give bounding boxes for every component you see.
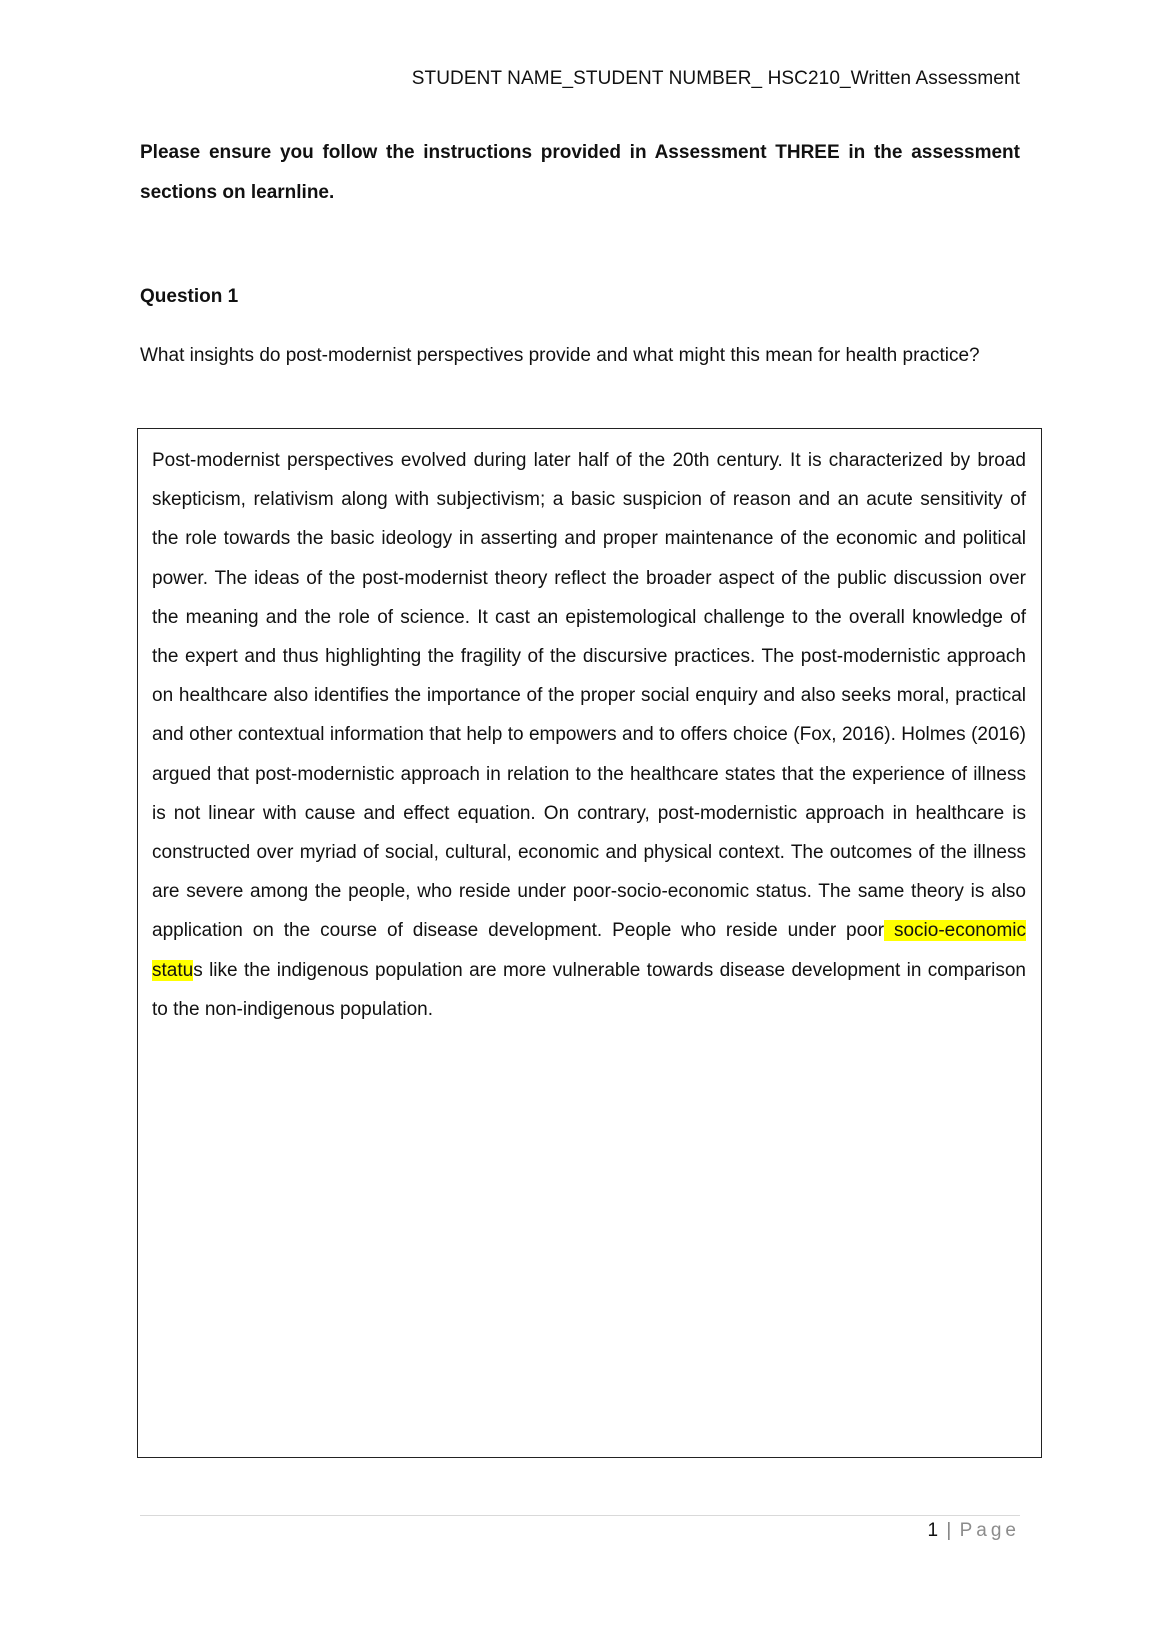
page-footer xyxy=(928,1520,1020,1542)
instructions-text: Please ensure you follow the instructions provided in Assessment THREE in the assessment sections on learnline. xyxy=(140,142,1020,203)
page-number: 1 xyxy=(927,1520,939,1541)
answer-paragraph xyxy=(152,441,1026,1029)
question-text: What insights do post-modernist perspectives provide and what might this mean for health practice? xyxy=(140,345,980,366)
answer-text-before-highlight: Post-modernist perspectives evolved during later half of the 20th century. It is characterized by broad skepticism, relativism along with subjectivism; a basic suspicion of reason and an acute sensitivity of the role towards the basic ideology in asserting and proper maintenance of the economic and political power. The ideas of the post-modernist theory reflect the broader aspect of the public discussion over the meaning and the role of science. It cast an epistemological challenge to the overall knowledge of the expert and thus highlighting the fragility of the discursive practices. The post-modernistic approach on healthcare also identifies the importance of the proper social enquiry and also seeks moral, practical and other contextual information that help to empowers and to offers choice (Fox, 2016). Holmes (2016) argued that post-modernistic approach in relation to the healthcare states that the experience of illness is not linear with cause and effect equation. On contrary, post-modernistic approach in healthcare is constructed over myriad of social, cultural, economic and physical context. The outcomes of the illness are severe among the people, who reside under poor-socio-economic status. The same theory is also application on the course of disease development. People who reside under poor xyxy=(152,450,1026,942)
running-header: STUDENT NAME_STUDENT NUMBER_ HSC210_Written Assessment xyxy=(411,68,1020,89)
footer-divider xyxy=(140,1515,1020,1516)
highlighted-text: socio-economic statu xyxy=(152,920,1026,981)
footer-separator: | xyxy=(946,1520,952,1541)
question-heading: Question 1 xyxy=(140,286,239,307)
page-label: Page xyxy=(959,1520,1020,1541)
answer-text-after-highlight: s like the indigenous population are more vulnerable towards disease development in comparison to the non-indigenous population. xyxy=(152,959,1026,1020)
answer-box[interactable] xyxy=(137,428,1042,1458)
